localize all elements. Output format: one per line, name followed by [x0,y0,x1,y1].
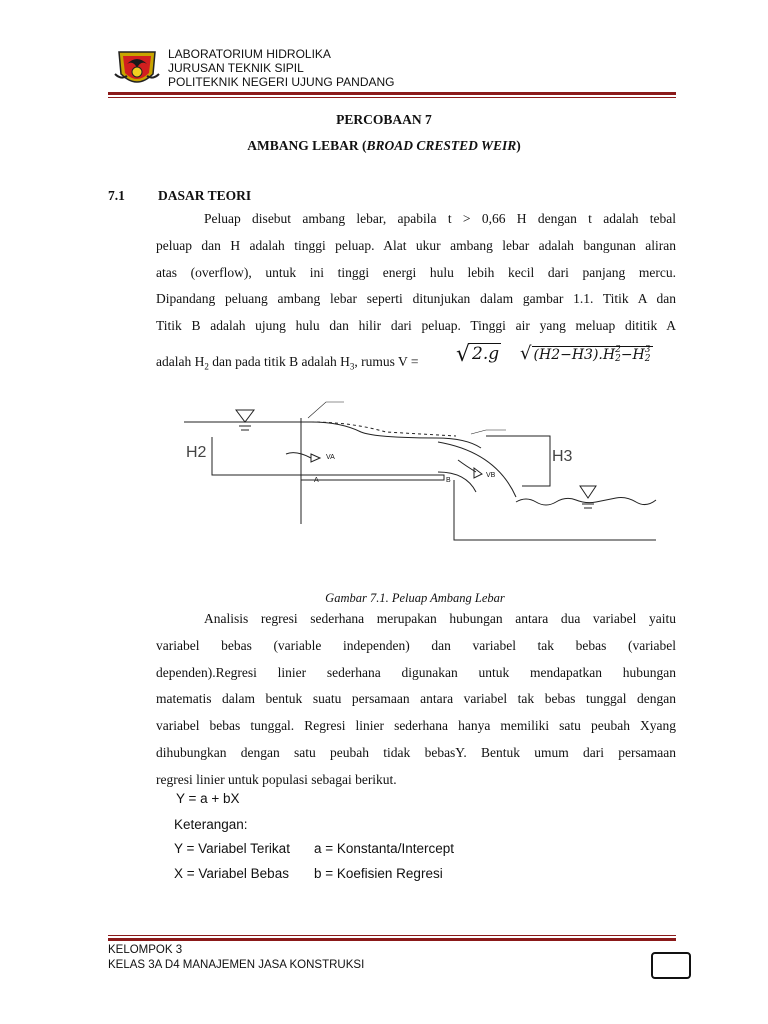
header-department: JURUSAN TEKNIK SIPIL [168,61,304,75]
footer-rule-thin [108,935,676,936]
subtitle-main: AMBANG LEBAR ( [247,138,367,153]
experiment-title: PERCOBAAN 7 [336,112,432,127]
paragraph-line: regresi linier untuk populasi sebagai berikut. [156,771,397,787]
keterangan-b: b = Koefisien Regresi [314,866,443,881]
keterangan-label: Keterangan: [174,817,248,832]
broad-crested-weir-figure [176,392,666,550]
paragraph-line: Dipandang peluang ambang lebar seperti ditunjukan dalam gambar 1.1. Titik A dan [156,291,676,307]
paragraph-line: matematis dalam bentuk suatu persamaan antara variabel tak bebas tunggal dengan [156,691,676,707]
paragraph-line: peluap dan H adalah tinggi peluap. Alat ukur ambang lebar adalah bangunan aliran [156,237,676,253]
subtitle-italic: BROAD CRESTED WEIR [366,138,517,153]
label-a: A [314,477,319,484]
keterangan-a: a = Konstanta/Intercept [314,841,454,856]
label-h2: H2 [186,444,207,461]
paragraph-theory [156,206,676,340]
velocity-formula: √ 2.g √ (H2−H3).H 2 2 −H 3 2 [456,342,651,367]
weir-crest [301,418,444,480]
keterangan-y: Y = Variabel Terikat [174,841,290,856]
keterangan-x: X = Variabel Bebas [174,866,289,881]
experiment-subtitle [0,138,768,154]
section-number: 7.1 [108,188,125,203]
paragraph-line: Peluap disebut ambang lebar, apabila t > 0,66 H dengan t adalah tebal [204,211,676,226]
paragraph-line: atas (overflow), untuk ini tinggi energi hulu lebih kecil dari panjang mercu. [156,264,676,280]
label-va: VA [326,454,335,461]
header-rule-thin [108,97,676,98]
header-institution: POLITEKNIK NEGERI UJUNG PANDANG [168,75,395,89]
sqrt-2g: 2.g [472,344,500,364]
footer-group: KELOMPOK 3 [108,944,183,956]
label-b: B [446,477,451,484]
paragraph-regression [156,606,676,794]
paragraph-line: Titik B adalah ujung hulu dan hilir dari peluap. Tinggi air yang meluap dititik A [156,318,676,334]
footer-class: KELAS 3A D4 MANAJEMEN JASA KONSTRUKSI [108,959,365,971]
footer-rule-thick [108,938,676,941]
institution-logo [113,44,161,92]
paragraph-formula-line: adalah $H_2$ dan pada titik B adalah $H_3$, rumus V = [156,354,419,372]
figure-caption: Gambar 7.1. Peluap Ambang Lebar [325,591,505,605]
paragraph-line: variabel bebas tunggal. Regresi linier sederhana hanya memiliki satu peubah Xyang [156,718,676,734]
subtitle-end: ) [516,138,521,153]
label-vb: VB [486,472,496,479]
label-h3: H3 [552,448,573,465]
page-number-box [651,952,691,979]
formula-inner: (H2−H3).H [533,347,616,363]
paragraph-line: variabel bebas (variable independen) dan variabel tak bebas (variabel [156,637,676,653]
header-rule-thick [108,92,676,95]
header-lab-name: LABORATORIUM HIDROLIKA [168,47,331,61]
section-heading: DASAR TEORI [158,188,252,203]
paragraph-line: dihubungkan dengan satu peubah tidak bebasY. Bentuk umum dari persamaan [156,744,676,760]
regression-equation: Y = a + bX [176,791,240,806]
paragraph-line: dependen).Regresi linier sederhana digunakan untuk mendapatkan hubungan [156,664,676,680]
paragraph-line: Analisis regresi sederhana merupakan hubungan antara dua variabel yaitu [204,611,676,626]
